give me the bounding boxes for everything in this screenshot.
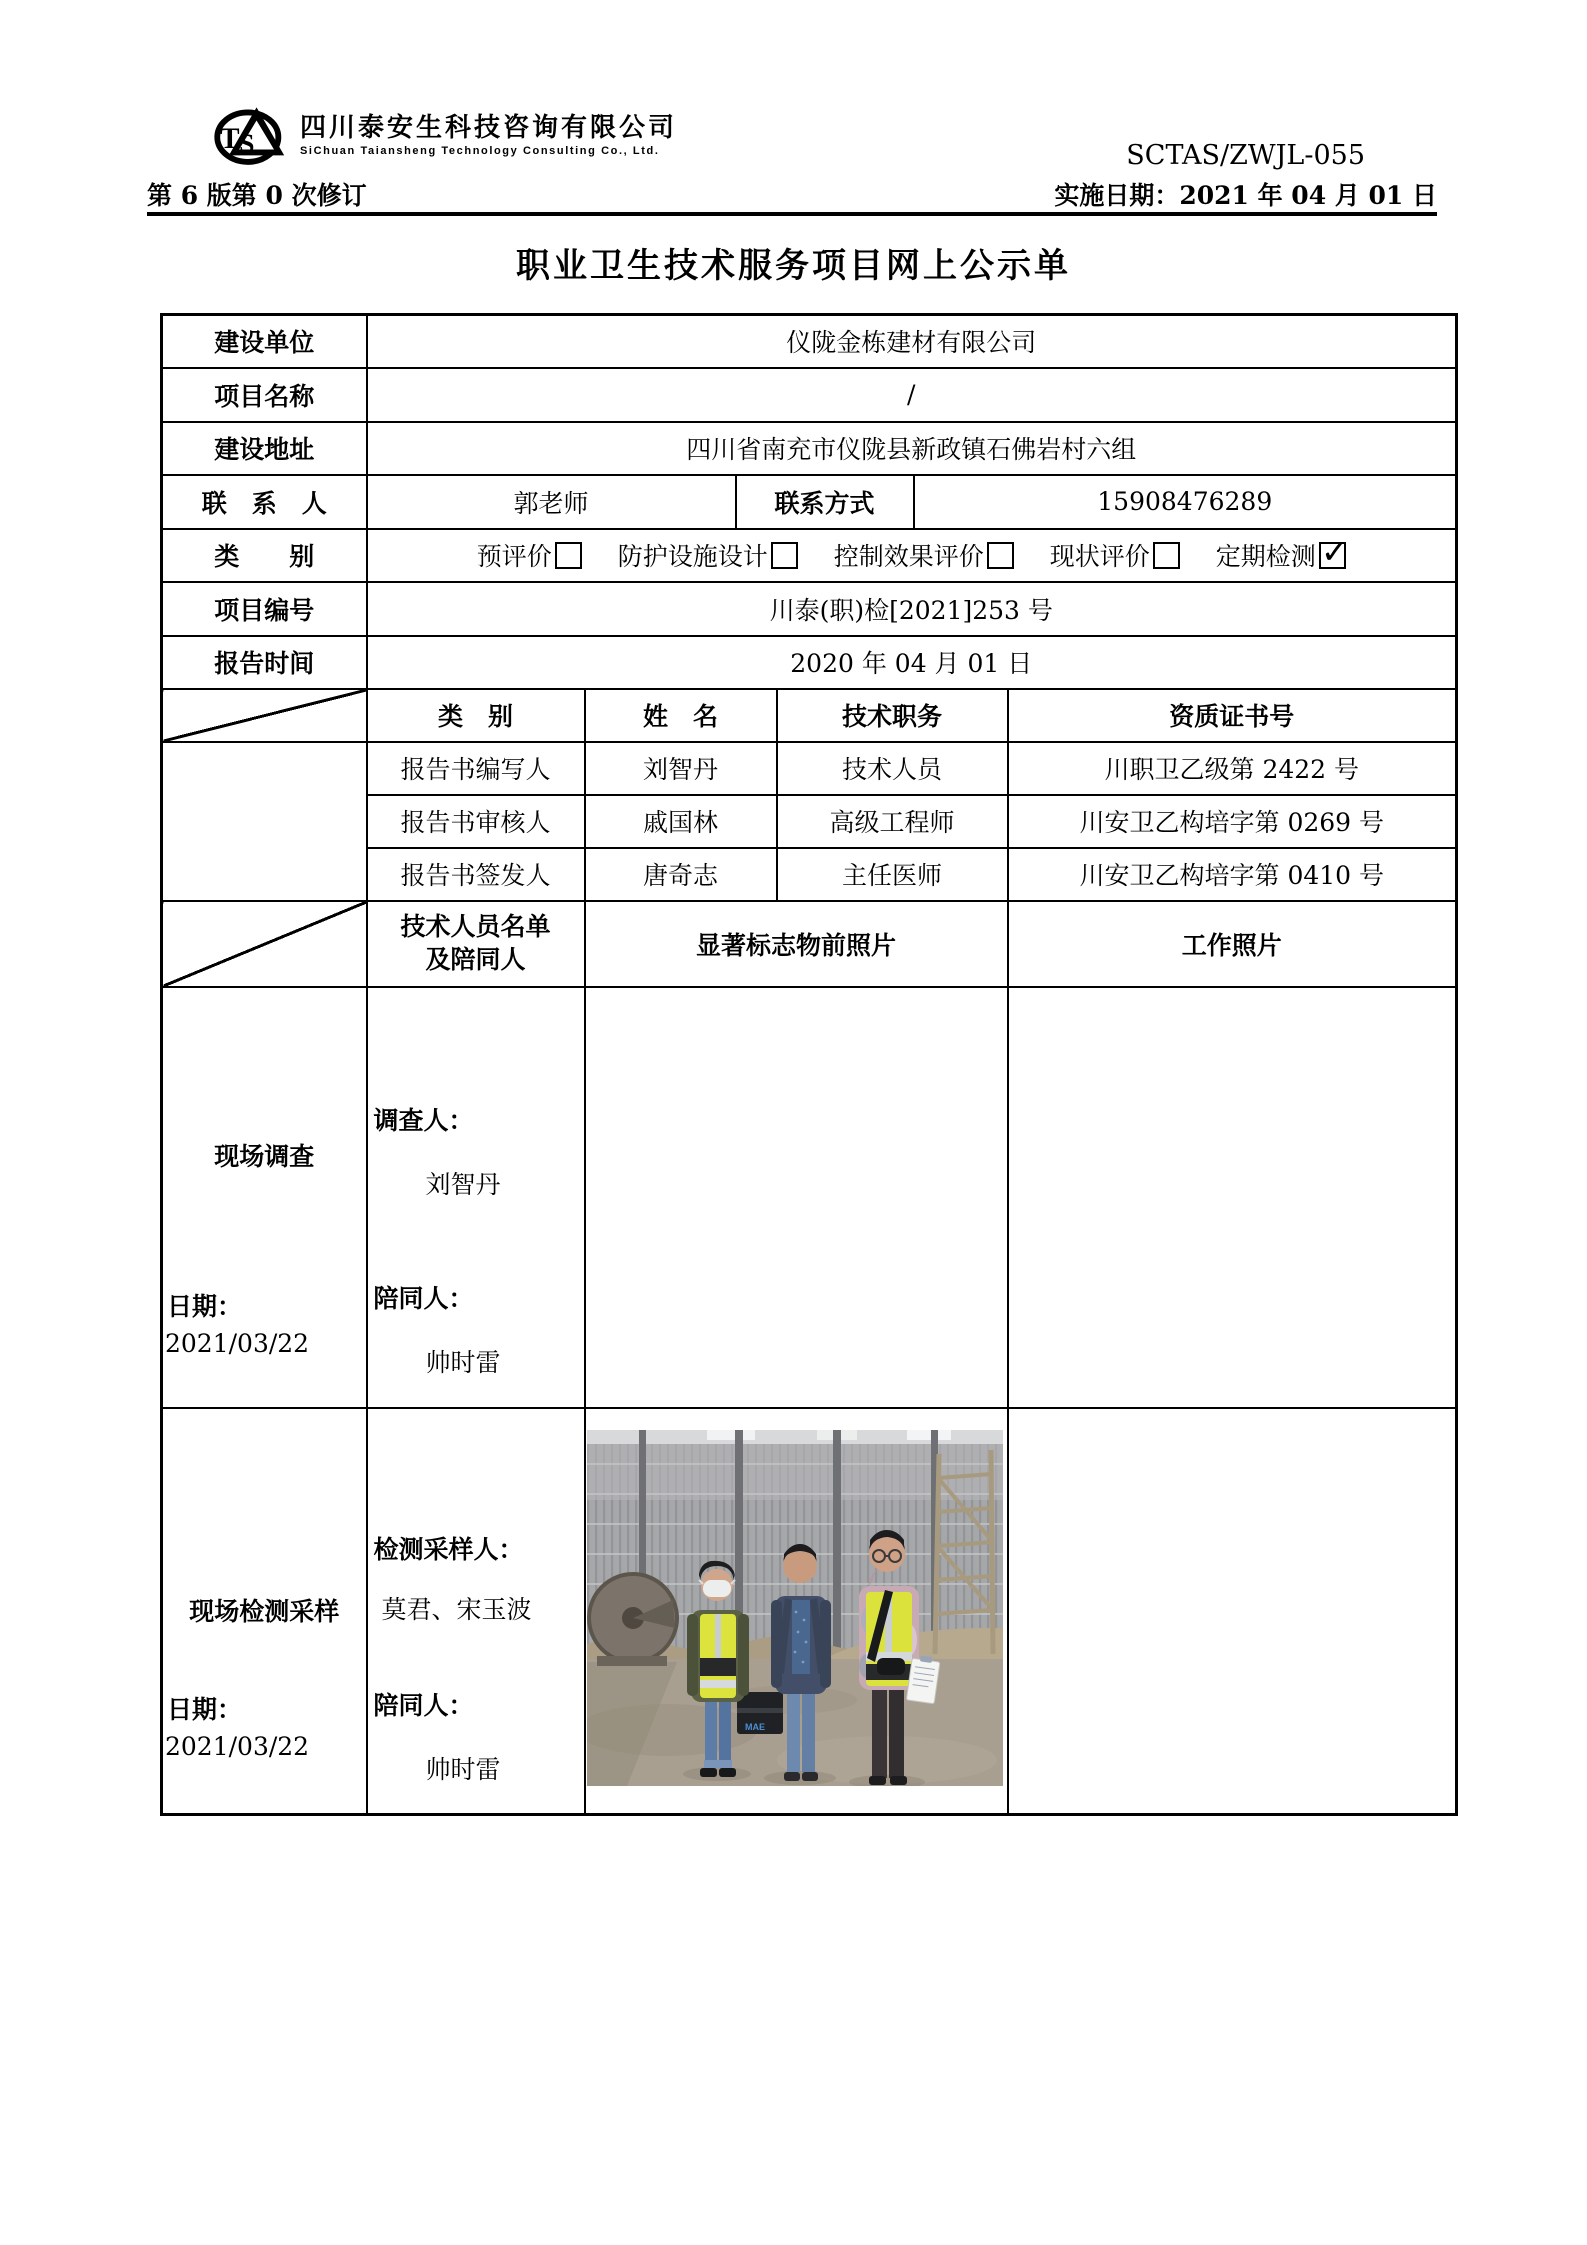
row-project-name	[162, 368, 1457, 422]
category-option-pre-evaluation	[477, 537, 582, 573]
sampling-work-photo	[587, 1430, 1003, 1786]
surveyor-name: 刘智丹	[425, 1170, 501, 1199]
project-number-value: 川泰(职)检[2021]253 号	[367, 582, 1457, 636]
category-option-periodic-testing	[1215, 531, 1349, 573]
issuer-name: 唐奇志	[585, 848, 777, 901]
row-contact	[162, 475, 1457, 529]
checkbox-mark: ✓	[1320, 531, 1349, 571]
project-name-value: /	[367, 368, 1457, 422]
personnel-col-cert: 资质证书号	[1008, 689, 1457, 742]
survey-activity-name: 现场调查	[214, 1141, 315, 1171]
row-category	[162, 529, 1457, 582]
category-option-protection-design	[618, 537, 798, 573]
sampling-companion-name: 帅时雷	[425, 1754, 501, 1784]
row-report-writer	[162, 742, 1457, 795]
personnel-col-category: 类 别	[367, 689, 585, 742]
checkbox-icon	[555, 542, 582, 569]
issuer-title: 主任医师	[777, 848, 1008, 901]
site-col-personnel	[367, 901, 585, 987]
personnel-empty-cell	[162, 742, 367, 901]
personnel-col-name: 姓 名	[585, 689, 777, 742]
contact-method-value: 15908476289	[914, 475, 1457, 529]
reviewer-cert: 川安卫乙构培字第 0269 号	[1008, 795, 1457, 848]
survey-landmark-photo-cell	[585, 987, 1008, 1408]
reviewer-title: 高级工程师	[777, 795, 1008, 848]
sampling-photo-cell	[585, 1408, 1008, 1815]
personnel-col-title: 技术职务	[777, 689, 1008, 742]
option-label: 防护设施设计	[617, 542, 768, 571]
diagonal-header-cell	[162, 901, 367, 987]
writer-role: 报告书编写人	[367, 742, 585, 795]
contact-method-label: 联系方式	[736, 475, 914, 529]
category-label: 类 别	[162, 529, 367, 582]
option-label: 现状评价	[1049, 542, 1150, 571]
report-time-label: 报告时间	[162, 636, 367, 689]
sampling-companion-label: 陪同人：	[373, 1690, 474, 1720]
sampling-people-cell	[367, 1408, 585, 1815]
svg-text:S: S	[239, 127, 255, 159]
site-col-personnel-line1: 技术人员名单	[400, 912, 551, 941]
row-site-header	[162, 901, 1457, 987]
construction-unit-label: 建设单位	[162, 315, 367, 368]
site-col-work-photo: 工作照片	[1008, 901, 1457, 987]
sampling-work-photo-cell	[1008, 1408, 1457, 1815]
report-time-value: 2020 年 04 月 01 日	[367, 636, 1457, 689]
option-label: 定期检测	[1215, 542, 1316, 571]
sampling-activity-cell	[162, 1408, 367, 1815]
survey-people-cell	[367, 987, 585, 1408]
writer-title: 技术人员	[777, 742, 1008, 795]
reviewer-role: 报告书审核人	[367, 795, 585, 848]
survey-date-value: 2021/03/22	[165, 1328, 310, 1358]
reviewer-name: 戚国林	[585, 795, 777, 848]
construction-unit-value: 仪陇金栋建材有限公司	[367, 315, 1457, 368]
page-title: 职业卫生技术服务项目网上公示单	[516, 246, 1071, 286]
company-logo-icon	[210, 104, 290, 166]
option-label: 控制效果评价	[833, 542, 984, 571]
checkbox-icon	[987, 542, 1014, 569]
category-option-control-effect	[834, 537, 1014, 573]
site-col-landmark-photo: 显著标志物前照片	[585, 901, 1008, 987]
publicity-form-table	[160, 313, 1458, 1816]
row-construction-address	[162, 422, 1457, 475]
sampler-names: 莫君、宋玉波	[381, 1594, 532, 1624]
row-site-sampling	[162, 1408, 1457, 1815]
survey-work-photo-cell	[1008, 987, 1457, 1408]
company-logo-block	[210, 104, 677, 166]
document-code: SCTAS/ZWJL-055	[1126, 140, 1365, 171]
category-options-cell	[367, 529, 1457, 582]
contact-value: 郭老师	[367, 475, 736, 529]
survey-activity-cell	[162, 987, 367, 1408]
writer-cert: 川职卫乙级第 2422 号	[1008, 742, 1457, 795]
implementation-date: 实施日期：2021 年 04 月 01 日	[1054, 181, 1437, 210]
row-construction-unit	[162, 315, 1457, 368]
survey-companion-name: 帅时雷	[425, 1348, 501, 1377]
option-label: 预评价	[476, 542, 552, 571]
issuer-cert: 川安卫乙构培字第 0410 号	[1008, 848, 1457, 901]
row-site-survey	[162, 987, 1457, 1408]
row-report-time	[162, 636, 1457, 689]
company-name-cn: 四川泰安生科技咨询有限公司	[300, 112, 678, 143]
contact-label: 联 系 人	[162, 475, 367, 529]
equipment-case	[737, 1692, 783, 1734]
company-name-en: SiChuan Taiansheng Technology Consulting Co., Ltd.	[300, 144, 660, 157]
construction-address-label: 建设地址	[162, 422, 367, 475]
svg-text:MAE: MAE	[744, 1721, 765, 1732]
issuer-role: 报告书签发人	[367, 848, 585, 901]
checkbox-icon	[1153, 542, 1180, 569]
svg-text:T: T	[220, 123, 240, 156]
header-divider	[147, 212, 1437, 216]
surveyor-label: 调查人：	[373, 1106, 474, 1135]
writer-name: 刘智丹	[585, 742, 777, 795]
project-name-label: 项目名称	[162, 368, 367, 422]
project-number-label: 项目编号	[162, 582, 367, 636]
diagonal-header-cell	[162, 689, 367, 742]
site-col-personnel-line2: 及陪同人	[425, 944, 526, 974]
sampling-date-value: 2021/03/22	[165, 1732, 310, 1762]
survey-date-label: 日期：	[167, 1291, 243, 1321]
row-project-number	[162, 582, 1457, 636]
survey-companion-label: 陪同人：	[373, 1284, 474, 1313]
checkbox-icon	[771, 542, 798, 569]
sampling-date-label: 日期：	[167, 1695, 243, 1725]
sampler-label: 检测采样人：	[373, 1534, 524, 1564]
revision-note: 第 6 版第 0 次修订	[147, 181, 367, 210]
sampling-activity-name: 现场检测采样	[189, 1597, 340, 1627]
row-personnel-header	[162, 689, 1457, 742]
construction-address-value: 四川省南充市仪陇县新政镇石佛岩村六组	[367, 422, 1457, 475]
category-option-status-evaluation	[1050, 537, 1180, 573]
clipboard	[906, 1654, 940, 1703]
checkbox-checked-icon	[1319, 531, 1349, 571]
